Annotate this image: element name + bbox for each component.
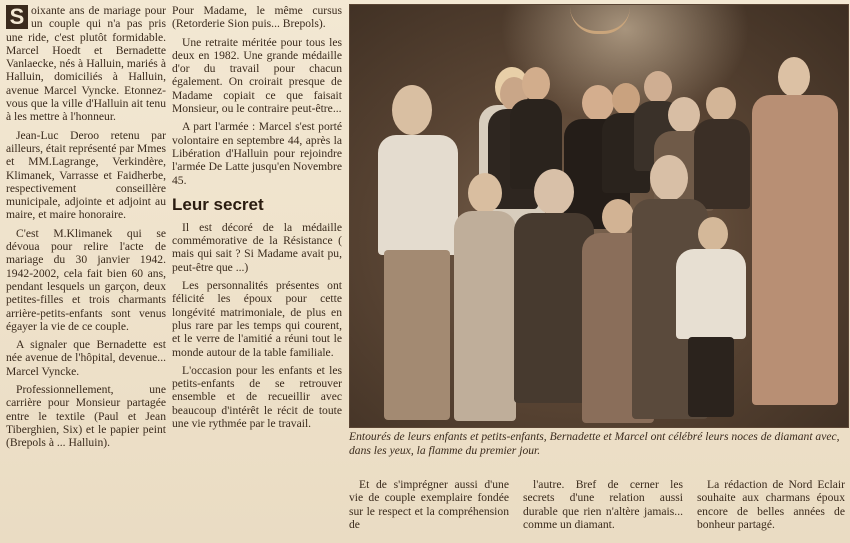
article-column-2 xyxy=(172,4,342,435)
section-heading: Leur secret xyxy=(172,194,264,214)
paragraph: C'est M.Klimanek qui se dévoua pour relire l'acte de mariage du 30 janvier 1942. 1942-2002, cela fait bien 60 ans, pendant lesquels un garçon, deux petites-filles et trois charmants arrière-petits-enfants sont venus égayer la vie de ce couple. xyxy=(6,226,166,333)
paragraph: L'occasion pour les enfants et les petits-enfants de se retrouver ensemble et de recueillir avec beaucoup d'intérêt le récit de toute une vie rythmée par le travail. xyxy=(172,363,342,431)
photo-caption: Entourés de leurs enfants et petits-enfants, Bernadette et Marcel ont célébré leurs noces de diamant avec, dans les yeux, la flamme du premier jour. xyxy=(349,430,840,457)
family-photo xyxy=(349,4,849,428)
paragraph: La rédaction de Nord Eclair souhaite aux charmans époux encore de belles années de bonheur partagé. xyxy=(697,478,845,531)
drop-cap: S xyxy=(6,5,28,29)
paragraph: Pour Madame, le même cursus (Retorderie Sion puis... Brepols). xyxy=(172,4,342,31)
paragraph: A part l'armée : Marcel s'est porté volontaire en septembre 44, après la Libération d'Halluin pour rejoindre l'armée De Latte jusqu'en Novembre 45. xyxy=(172,120,342,187)
paragraph: Professionnellement, une carrière pour Monsieur partagée entre le textile (Paul et Jean Tiberghien, Six) et le papier peint (Brepols à ... Halluin). xyxy=(6,383,166,450)
article-column-1 xyxy=(6,4,166,455)
paragraph: Jean-Luc Deroo retenu par ailleurs, était représenté par Mmes et MM.Lagrange, Verkindère, Klimanek, Varrasse et Faidherbe, respectivement conseillère municipale, adjointe et adjoint au maire, et maire honoraire. xyxy=(6,128,166,222)
paragraph: Et de s'imprégner aussi d'une vie de couple exemplaire fondée sur le respect et la compréhension de xyxy=(349,478,509,531)
paragraph: Il est décoré de la médaille commémorative de la Résistance ( mais qui sait ? Si Madame avait pu, peut-être que ...) xyxy=(172,220,342,274)
bottom-column-1 xyxy=(349,478,509,531)
lead-text: oixante ans de mariage pour un couple qui n'a pas pris une ride, c'est plutôt formidable. Marcel Hoedt et Bernadette Vanlaecke, nés à Halluin, mariés à Halluin, domiciliés à Halluin, avenue Marcel Vyncke. Etonnez-vous que la ville d'Halluin ait tenu à les mettre à l'honneur. xyxy=(6,4,166,124)
paragraph: Les personnalités présentes ont félicité les époux pour cette longévité matrimoniale, de plus en plus rare par les temps qui courent, et le verre de l'amitié a réuni tout le monde autour de la table familiale. xyxy=(172,279,342,359)
bottom-column-3 xyxy=(697,478,845,531)
paragraph: A signaler que Bernadette est née avenue de l'hôpital, devenue... Marcel Vyncke. xyxy=(6,338,166,378)
bottom-column-2 xyxy=(523,478,683,531)
paragraph: Une retraite méritée pour tous les deux en 1982. Une grande médaille d'or du travail pour chacun également. On croirait presque de Madame copiait ce que faisait Monsieur, ou le contraire peut-être... xyxy=(172,35,342,116)
lead-paragraph xyxy=(6,4,166,124)
paragraph: l'autre. Bref de cerner les secrets d'une relation aussi durable que rien n'altère jamais... comme un diamant. xyxy=(523,478,683,531)
